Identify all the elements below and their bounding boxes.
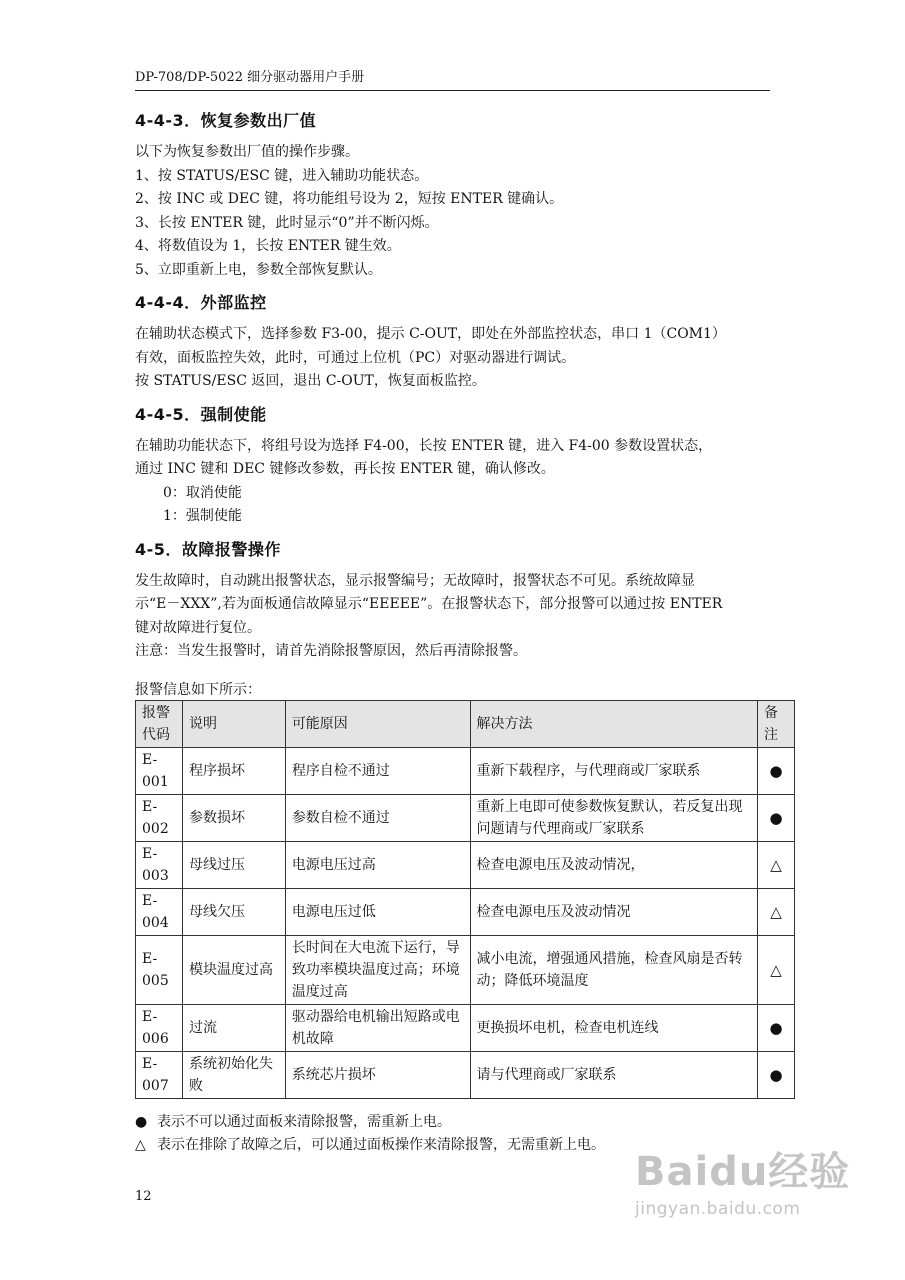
step-line: 3、长按 ENTER 键，此时显示“0”并不断闪烁。 bbox=[135, 214, 439, 231]
cell-solution: 请与代理商或厂家联系 bbox=[470, 1051, 757, 1098]
cell-note: △ bbox=[757, 841, 794, 888]
legend-item bbox=[135, 1111, 795, 1134]
cell-code: E-004 bbox=[136, 888, 183, 935]
option-line: 1：强制使能 bbox=[163, 508, 242, 524]
page-number: 12 bbox=[135, 1189, 152, 1204]
page-header: DP-708/DP-5022 细分驱动器用户手册 bbox=[135, 66, 770, 91]
cell-desc: 过流 bbox=[182, 1004, 285, 1051]
legend-text: 表示不可以通过面板来清除报警，需重新上电。 bbox=[157, 1113, 451, 1130]
cell-desc: 参数损坏 bbox=[182, 794, 285, 841]
header-note: 备注 bbox=[757, 700, 794, 747]
watermark-url: jingyan.baidu.com bbox=[635, 1199, 801, 1219]
paragraph-line: 示“E－XXX”,若为面板通信故障显示“EEEEE”。在报警状态下，部分报警可以通过按 ENTER bbox=[135, 596, 723, 612]
header-code: 报警代码 bbox=[136, 700, 183, 747]
cell-code: E-003 bbox=[136, 841, 183, 888]
cell-desc: 程序损坏 bbox=[182, 747, 285, 794]
section-title: 4-5．故障报警操作 bbox=[135, 539, 281, 559]
table-caption: 报警信息如下所示： bbox=[135, 681, 261, 698]
cell-solution: 检查电源电压及波动情况 bbox=[470, 888, 757, 935]
table-row bbox=[136, 747, 795, 794]
step-line: 4、将数值设为 1，长按 ENTER 键生效。 bbox=[135, 238, 401, 254]
cell-cause: 系统芯片损坏 bbox=[285, 1051, 470, 1098]
triangle-icon: △ bbox=[135, 1136, 146, 1153]
table-row bbox=[136, 888, 795, 935]
cell-solution: 重新下载程序，与代理商或厂家联系 bbox=[470, 747, 757, 794]
cell-code: E-007 bbox=[136, 1051, 183, 1098]
cell-desc: 模块温度过高 bbox=[182, 935, 285, 1004]
table-row bbox=[136, 794, 795, 841]
cell-note: ● bbox=[757, 747, 794, 794]
cell-cause: 程序自检不通过 bbox=[285, 747, 470, 794]
header-desc: 说明 bbox=[182, 700, 285, 747]
filled-circle-icon: ● bbox=[135, 1113, 148, 1130]
table-header-row bbox=[136, 700, 795, 747]
cell-solution: 检查电源电压及波动情况， bbox=[470, 841, 757, 888]
cell-desc: 母线欠压 bbox=[182, 888, 285, 935]
table-row bbox=[136, 935, 795, 1004]
table-row bbox=[136, 1004, 795, 1051]
page-content bbox=[135, 108, 795, 1157]
step-line: 2、按 INC 或 DEC 键，将功能组号设为 2，短按 ENTER 键确认。 bbox=[135, 191, 564, 207]
legend-text: 表示在排除了故障之后，可以通过面板操作来清除报警，无需重新上电。 bbox=[157, 1136, 605, 1153]
cell-cause: 电源电压过高 bbox=[285, 841, 470, 888]
cell-note: ● bbox=[757, 1004, 794, 1051]
section-4-4-5 bbox=[135, 402, 795, 529]
watermark-logo: Baidu经验 bbox=[635, 1149, 851, 1195]
paragraph-line: 有效，面板监控失效，此时，可通过上位机（PC）对驱动器进行调试。 bbox=[135, 349, 576, 366]
cell-note: ● bbox=[757, 794, 794, 841]
cell-code: E-002 bbox=[136, 794, 183, 841]
cell-desc: 母线过压 bbox=[182, 841, 285, 888]
note-line: 注意：当发生报警时，请首先消除报警原因，然后再清除报警。 bbox=[135, 643, 527, 659]
cell-code: E-005 bbox=[136, 935, 183, 1004]
cell-code: E-006 bbox=[136, 1004, 183, 1051]
cell-note: △ bbox=[757, 888, 794, 935]
paragraph-line: 按 STATUS/ESC 返回，退出 C-OUT，恢复面板监控。 bbox=[135, 373, 486, 389]
cell-desc: 系统初始化失败 bbox=[182, 1051, 285, 1098]
header-cause: 可能原因 bbox=[285, 700, 470, 747]
section-title: 4-4-4．外部监控 bbox=[135, 293, 267, 312]
option-line: 0：取消使能 bbox=[163, 484, 242, 501]
paragraph-line: 通过 INC 键和 DEC 键修改参数，再长按 ENTER 键，确认修改。 bbox=[135, 461, 555, 477]
paragraph-line: 键对故障进行复位。 bbox=[135, 619, 261, 636]
cell-cause: 驱动器给电机输出短路或电机故障 bbox=[285, 1004, 470, 1051]
section-title: 4-4-5．强制使能 bbox=[135, 404, 267, 424]
step-line: 1、按 STATUS/ESC 键，进入辅助功能状态。 bbox=[135, 167, 429, 184]
paragraph-line: 以下为恢复参数出厂值的操作步骤。 bbox=[135, 144, 359, 160]
header-solution: 解决方法 bbox=[470, 700, 757, 747]
table-row bbox=[136, 841, 795, 888]
section-4-5 bbox=[135, 537, 795, 664]
paragraph-line: 发生故障时，自动跳出报警状态，显示报警编号；无故障时，报警状态不可见。系统故障显 bbox=[135, 572, 695, 589]
cell-cause: 长时间在大电流下运行，导致功率模块温度过高；环境温度过高 bbox=[285, 935, 470, 1004]
cell-note: ● bbox=[757, 1051, 794, 1098]
cell-note: △ bbox=[757, 935, 794, 1004]
section-4-4-4 bbox=[135, 290, 795, 394]
cell-cause: 参数自检不通过 bbox=[285, 794, 470, 841]
alarm-table bbox=[135, 700, 795, 1099]
cell-solution: 重新上电即可使参数恢复默认，若反复出现问题请与代理商或厂家联系 bbox=[470, 794, 757, 841]
step-line: 5、立即重新上电，参数全部恢复默认。 bbox=[135, 261, 382, 278]
cell-cause: 电源电压过低 bbox=[285, 888, 470, 935]
baidu-watermark bbox=[635, 1140, 855, 1240]
paragraph-line: 在辅助功能状态下，将组号设为选择 F4-00，长按 ENTER 键，进入 F4-00 参数设置状态， bbox=[135, 437, 713, 454]
table-row bbox=[136, 1051, 795, 1098]
paragraph-line: 在辅助状态模式下，选择参数 F3-00，提示 C-OUT，即处在外部监控状态，串口 1（COM1） bbox=[135, 326, 726, 342]
cell-solution: 更换损坏电机，检查电机连线 bbox=[470, 1004, 757, 1051]
cell-solution: 减小电流，增强通风措施，检查风扇是否转动；降低环境温度 bbox=[470, 935, 757, 1004]
cell-code: E-001 bbox=[136, 747, 183, 794]
section-title: 4-4-3．恢复参数出厂值 bbox=[135, 111, 317, 130]
section-4-4-3 bbox=[135, 108, 795, 282]
